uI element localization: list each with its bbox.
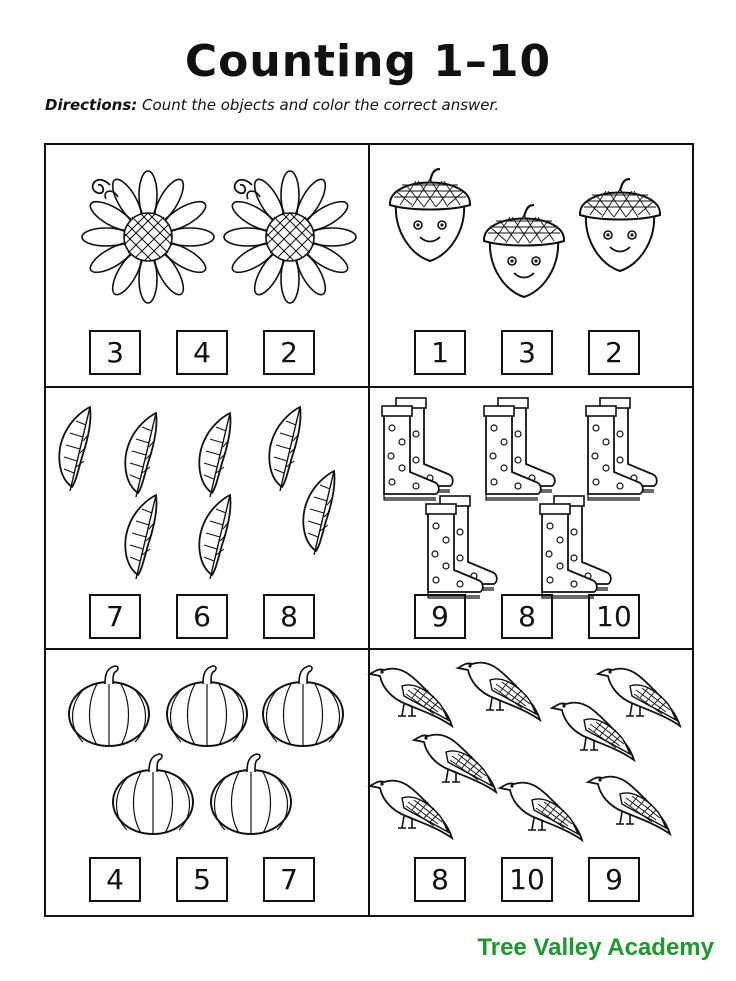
leaf-icon	[125, 495, 156, 579]
pumpkin-icon	[211, 754, 291, 834]
grid-divider-row-2	[44, 648, 694, 650]
answer-box[interactable]: 2	[588, 330, 640, 375]
leaf-icon	[303, 471, 334, 555]
panel-boots-pictures	[376, 392, 686, 596]
leaf-icon	[269, 407, 300, 491]
grid-divider-vertical	[368, 143, 370, 917]
pumpkin-icon	[167, 666, 247, 746]
crow-icon	[500, 783, 582, 840]
panel-crows-choices	[414, 857, 640, 902]
answer-box[interactable]: 8	[263, 594, 315, 639]
leaf-group	[50, 395, 360, 585]
panel-crows-pictures	[372, 654, 692, 848]
answer-box[interactable]: 7	[89, 594, 141, 639]
panel-boots-choices	[414, 594, 640, 639]
brand-footer: Tree Valley Academy	[477, 934, 714, 961]
crow-icon	[588, 777, 670, 834]
acorn-group	[380, 155, 680, 305]
directions	[45, 96, 499, 114]
rain-boots-icon	[540, 496, 611, 598]
panel-acorns-pictures	[380, 155, 680, 309]
boots-group	[376, 392, 686, 592]
panel-leaves-choices	[89, 594, 315, 639]
answer-box[interactable]: 3	[89, 330, 141, 375]
answer-box[interactable]: 8	[501, 594, 553, 639]
panel-sunflowers-choices	[89, 330, 315, 375]
answer-box[interactable]: 10	[588, 594, 640, 639]
acorn-icon	[484, 205, 564, 297]
answer-box[interactable]: 8	[414, 857, 466, 902]
leaf-icon	[59, 407, 90, 491]
answer-box[interactable]: 10	[501, 857, 553, 902]
grid-divider-row-1	[44, 386, 694, 388]
answer-box[interactable]: 9	[588, 857, 640, 902]
pumpkin-icon	[263, 666, 343, 746]
panel-sunflowers-pictures	[60, 175, 360, 309]
panel-pumpkins-choices	[89, 857, 315, 902]
panel-acorns-choices	[414, 330, 640, 375]
directions-label: Directions:	[45, 96, 138, 114]
crow-group	[372, 654, 692, 844]
answer-box[interactable]: 6	[176, 594, 228, 639]
rain-boots-icon	[586, 398, 657, 500]
leaf-icon	[199, 495, 230, 579]
answer-box[interactable]: 3	[501, 330, 553, 375]
pumpkin-group	[55, 660, 355, 850]
directions-text: Count the objects and color the correct answer.	[137, 96, 500, 114]
leaf-icon	[125, 413, 156, 497]
rain-boots-icon	[382, 398, 453, 500]
panel-pumpkins-pictures	[55, 660, 355, 854]
answer-box[interactable]: 5	[176, 857, 228, 902]
answer-box[interactable]: 4	[89, 857, 141, 902]
answer-box[interactable]: 4	[176, 330, 228, 375]
crow-icon	[370, 669, 452, 726]
answer-box[interactable]: 1	[414, 330, 466, 375]
acorn-icon	[390, 169, 470, 261]
pumpkin-icon	[69, 666, 149, 746]
sunflower-icon	[224, 171, 356, 303]
crow-icon	[598, 669, 680, 726]
pumpkin-icon	[113, 754, 193, 834]
crow-icon	[458, 663, 540, 720]
sunflower-group	[60, 175, 360, 305]
sunflower-icon	[82, 171, 214, 303]
acorn-icon	[580, 179, 660, 271]
page-title: Counting 1–10	[184, 36, 552, 87]
crow-icon	[552, 703, 634, 760]
leaf-icon	[199, 413, 230, 497]
panel-leaves-pictures	[50, 395, 360, 589]
rain-boots-icon	[484, 398, 555, 500]
crow-icon	[414, 735, 496, 792]
answer-box[interactable]: 7	[263, 857, 315, 902]
answer-box[interactable]: 9	[414, 594, 466, 639]
rain-boots-icon	[426, 496, 497, 598]
crow-icon	[370, 781, 452, 838]
answer-box[interactable]: 2	[263, 330, 315, 375]
